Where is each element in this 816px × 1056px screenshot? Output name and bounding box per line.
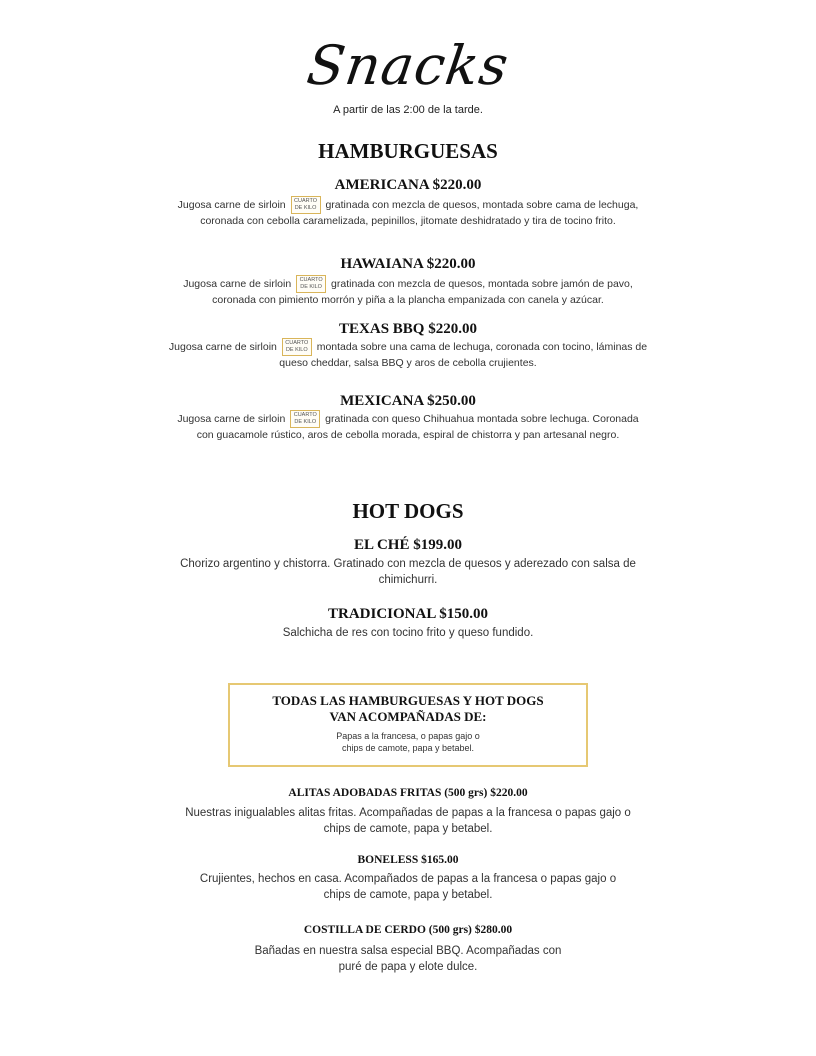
note-title-line: TODAS LAS HAMBURGUESAS Y HOT DOGS: [272, 693, 544, 708]
cuarto-de-kilo-logo: CUARTO DE KILO: [296, 275, 326, 293]
item-title-texas-bbq: TEXAS BBQ $220.00: [339, 321, 477, 337]
item-title-el-che: EL CHÉ $199.00: [354, 537, 462, 553]
item-desc-text: gratinada con mezcla de quesos, montada sobre cama de lechuga, coronada con cebolla caramelizada, pepinillos, jitomate deshidratado y tira de tocino frito.: [200, 198, 639, 227]
item-title-costilla: COSTILLA DE CERDO (500 grs) $280.00: [303, 924, 513, 936]
item-desc-text: Jugosa carne de sirloin: [177, 412, 286, 425]
item-desc-mexicana: [170, 410, 646, 442]
page-subtitle: A partir de las 2:00 de la tarde.: [333, 104, 483, 116]
section-title-hamburguesas: HAMBURGUESAS: [318, 139, 498, 163]
cuarto-de-kilo-logo: CUARTO DE KILO: [282, 338, 312, 356]
cuarto-de-kilo-logo: CUARTO DE KILO: [290, 410, 320, 428]
item-desc-el-che: Chorizo argentino y chistorra. Gratinado con mezcla de quesos y aderezado con salsa de chimichurri.: [180, 558, 636, 586]
note-title: [230, 693, 586, 725]
item-desc-texas-bbq: [160, 338, 656, 370]
note-title-line: VAN ACOMPAÑADAS DE:: [329, 709, 487, 724]
item-title-hawaiana: HAWAIANA $220.00: [340, 256, 476, 272]
item-desc-text: gratinada con queso Chihuahua montada sobre lechuga. Coronada con guacamole rústico, aros de cebolla morada, espiral de chistorra y pan artesanal negro.: [196, 412, 639, 441]
item-desc-boneless: Crujientes, hechos en casa. Acompañados de papas a la francesa o papas gajo o chips de camote, papa y betabel.: [199, 873, 617, 901]
item-desc-text: Jugosa carne de sirloin: [168, 340, 277, 353]
item-title-americana: AMERICANA $220.00: [334, 177, 482, 193]
note-text-line: Papas a la francesa, o papas gajo o: [336, 731, 480, 741]
note-text-line: chips de camote, papa y betabel.: [341, 743, 475, 753]
item-desc-costilla: Bañadas en nuestra salsa especial BBQ. Acompañadas con puré de papa y elote dulce.: [254, 945, 562, 973]
note-text: [230, 730, 586, 754]
page-title: Snacks: [303, 34, 513, 97]
item-title-alitas: ALITAS ADOBADAS FRITAS (500 grs) $220.00: [288, 787, 528, 799]
item-title-mexicana: MEXICANA $250.00: [340, 393, 476, 409]
item-desc-americana: [160, 196, 656, 228]
item-title-tradicional: TRADICIONAL $150.00: [327, 606, 489, 622]
item-desc-tradicional: Salchicha de res con tocino frito y queso fundido.: [282, 627, 534, 639]
cuarto-de-kilo-logo: CUARTO DE KILO: [291, 196, 321, 214]
item-desc-text: montada sobre una cama de lechuga, coronada con tocino, láminas de queso cheddar, salsa BBQ y aros de cebolla crujientes.: [279, 340, 648, 369]
section-title-hot-dogs: HOT DOGS: [352, 499, 464, 523]
accompaniments-note-box: [228, 683, 588, 767]
item-desc-text: Jugosa carne de sirloin: [183, 277, 292, 290]
item-title-boneless: BONELESS $165.00: [357, 854, 459, 866]
item-desc-hawaiana: [160, 275, 656, 307]
item-desc-text: gratinada con mezcla de quesos, montada sobre jamón de pavo, coronada con pimiento morrón y piña a la plancha empanizada con canela y azúcar.: [212, 277, 633, 306]
item-desc-text: Jugosa carne de sirloin: [177, 198, 286, 211]
item-desc-alitas: Nuestras inigualables alitas fritas. Acompañadas de papas a la francesa o papas gajo o chips de camote, papa y betabel.: [185, 807, 631, 835]
